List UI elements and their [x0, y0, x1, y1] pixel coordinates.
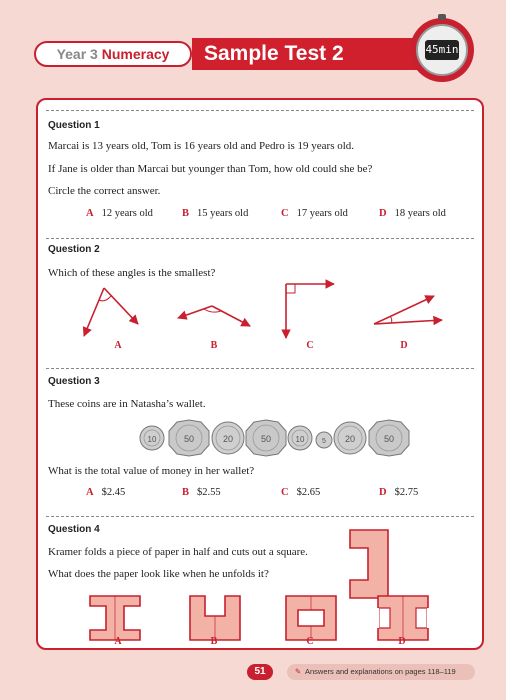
coin-10c [288, 426, 312, 450]
question-2-line-1: Which of these angles is the smallest? [48, 267, 216, 279]
angle-c-label: C [306, 340, 314, 351]
unfold-option-a[interactable] [90, 596, 140, 640]
page-number: 51 [247, 664, 273, 680]
coin-value: 20 [222, 434, 234, 444]
option-letter: A [86, 208, 94, 219]
coins-figure [38, 414, 486, 460]
question-3-line-1: These coins are in Natasha’s wallet. [48, 398, 206, 410]
q1-option-c[interactable] [281, 208, 348, 219]
subject-label: Numeracy [101, 46, 170, 62]
option-text: 17 years old [296, 208, 348, 219]
coin-value: 50 [183, 434, 195, 444]
option-text: 15 years old [197, 208, 249, 219]
coin-5c [316, 432, 332, 448]
stopwatch-icon [410, 18, 474, 82]
pencil-icon: ✎ [294, 667, 302, 676]
angle-d-label: D [400, 340, 408, 351]
coin-20c [212, 422, 244, 454]
question-3-line-2: What is the total value of money in her wallet? [48, 465, 255, 477]
q3-option-c[interactable] [281, 487, 320, 498]
unfolded-options [38, 588, 486, 648]
coin-50c [369, 420, 409, 456]
angle-figures [38, 276, 486, 356]
coin-10c [140, 426, 164, 450]
option-letter: C [281, 487, 289, 498]
option-text: $2.55 [197, 487, 221, 498]
coin-value: 10 [147, 435, 157, 444]
coin-value: 5 [322, 438, 326, 445]
divider [46, 110, 474, 111]
answers-reference [287, 664, 475, 680]
angle-d[interactable] [374, 296, 442, 324]
coin-50c [169, 420, 209, 456]
option-text: $2.45 [101, 487, 126, 498]
question-1-line-1: Marcai is 13 years old, Tom is 16 years old and Pedro is 19 years old. [48, 140, 355, 152]
q3-option-b[interactable] [182, 487, 221, 498]
angle-b-label: B [210, 340, 218, 351]
option-letter: B [182, 487, 190, 498]
page-header [0, 0, 506, 95]
divider [46, 238, 474, 239]
coin-value: 50 [383, 434, 395, 444]
answers-text: Answers and explanations on pages 118–119 [305, 667, 456, 676]
option-letter: D [379, 487, 387, 498]
year-subject-badge [34, 41, 192, 67]
page-title: Sample Test 2 [204, 42, 344, 65]
coin-value: 50 [260, 434, 272, 444]
unfold-c-label: C [306, 636, 314, 647]
q3-option-a[interactable] [86, 487, 125, 498]
option-letter: B [182, 208, 190, 219]
test-card [36, 98, 484, 650]
option-text: 18 years old [394, 208, 446, 219]
angle-a-label: A [114, 340, 122, 351]
q1-option-b[interactable] [182, 208, 248, 219]
coin-value: 10 [295, 435, 305, 444]
divider [46, 516, 474, 517]
question-1-line-2: If Jane is older than Marcai but younger than Tom, how old could she be? [48, 163, 373, 175]
option-text: 12 years old [101, 208, 153, 219]
option-letter: D [379, 208, 387, 219]
q1-option-d[interactable] [379, 208, 446, 219]
option-letter: A [86, 487, 94, 498]
coin-20c [334, 422, 366, 454]
question-4-line-2: What does the paper look like when he unfolds it? [48, 568, 269, 580]
unfold-d-label: D [398, 636, 406, 647]
option-letter: C [281, 208, 289, 219]
year-label: Year 3 [56, 46, 98, 62]
unfold-option-b[interactable] [190, 596, 240, 640]
angle-a[interactable] [84, 288, 138, 336]
question-1-heading: Question 1 [48, 120, 100, 131]
divider [46, 368, 474, 369]
option-text: $2.65 [296, 487, 321, 498]
question-1-line-3: Circle the correct answer. [48, 185, 161, 197]
question-2-heading: Question 2 [48, 244, 100, 255]
q3-option-d[interactable] [379, 487, 418, 498]
stopwatch-knob [438, 14, 446, 20]
question-4-line-1: Kramer folds a piece of paper in half and cuts out a square. [48, 546, 308, 558]
unfold-b-label: B [210, 636, 218, 647]
q1-option-a[interactable] [86, 208, 153, 219]
unfold-a-label: A [114, 636, 122, 647]
option-text: $2.75 [394, 487, 419, 498]
angle-b[interactable] [178, 306, 250, 326]
unfold-option-c[interactable] [286, 596, 336, 640]
timer-readout: 45min [425, 40, 459, 60]
question-4-heading: Question 4 [48, 524, 100, 535]
stopwatch-face [416, 24, 468, 76]
unfold-option-d[interactable] [378, 596, 428, 640]
coin-value: 20 [344, 434, 356, 444]
coin-50c [246, 420, 286, 456]
question-3-heading: Question 3 [48, 376, 100, 387]
angle-c[interactable] [286, 284, 334, 338]
